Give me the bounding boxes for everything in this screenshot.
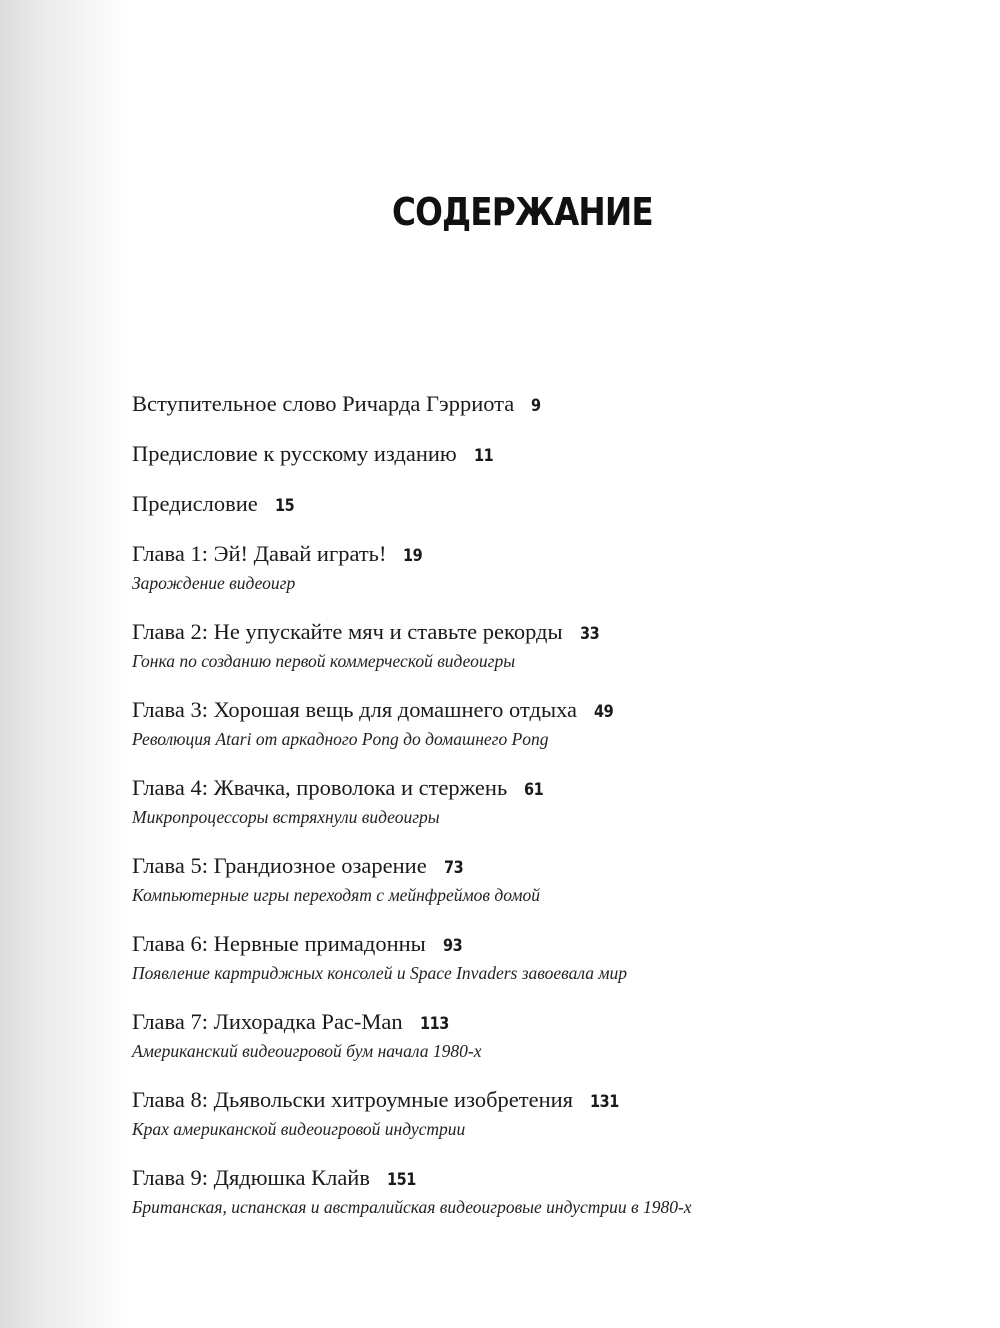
toc-entry-preface[interactable] [132, 486, 932, 522]
toc-entry-chapter-3[interactable] [132, 692, 932, 750]
page-title: СОДЕРЖАНИЕ [391, 190, 653, 234]
toc-entry-page: 61 [524, 780, 544, 800]
toc-entry-chapter-6[interactable] [132, 926, 932, 984]
toc-entry-title: Глава 5: Грандиозное озарение [132, 853, 427, 878]
toc-entry-page: 9 [531, 396, 541, 416]
toc-entry-chapter-7[interactable] [132, 1004, 932, 1062]
toc-entry-title: Глава 1: Эй! Давай играть! [132, 541, 387, 566]
toc-entry-subtitle: Компьютерные игры переходят с мейнфреймов домой [132, 885, 540, 905]
toc-entry-page: 11 [473, 446, 494, 466]
toc-entry-title: Глава 7: Лихорадка Pac-Man [132, 1009, 403, 1034]
toc-entry-subtitle: Гонка по созданию первой коммерческой видеоигры [132, 651, 516, 671]
toc-entry-chapter-5[interactable] [132, 848, 932, 906]
toc-entry-title: Предисловие [132, 491, 258, 516]
toc-entry-subtitle: Появление картриджных консолей и Space Invaders завоевала мир [132, 963, 628, 983]
toc-entry-subtitle: Американский видеоигровой бум начала 1980-х [132, 1041, 482, 1061]
toc-entry-page: 19 [403, 546, 423, 566]
toc-entry-title: Глава 9: Дядюшка Клайв [132, 1165, 370, 1190]
toc-entry-page: 49 [594, 702, 614, 722]
toc-entry-title: Глава 6: Нервные примадонны [132, 931, 426, 956]
table-of-contents [132, 386, 932, 1218]
toc-entry-chapter-4[interactable] [132, 770, 932, 828]
toc-entry-subtitle: Зарождение видеоигр [132, 573, 296, 593]
toc-entry-preface-russian[interactable] [132, 436, 932, 472]
toc-entry-title: Глава 3: Хорошая вещь для домашнего отдыха [132, 697, 578, 722]
toc-entry-title: Предисловие к русскому изданию [132, 441, 457, 466]
toc-entry-foreword-garriott[interactable] [132, 386, 932, 422]
toc-entry-subtitle: Крах американской видеоигровой индустрии [132, 1119, 466, 1139]
toc-entry-page: 151 [386, 1170, 416, 1190]
toc-entry-subtitle: Микропроцессоры встряхнули видеоигры [132, 807, 440, 827]
toc-entry-title: Глава 2: Не упускайте мяч и ставьте рекорды [132, 619, 563, 644]
toc-entry-page: 73 [443, 858, 463, 878]
toc-entry-title: Вступительное слово Ричарда Гэрриота [132, 391, 515, 416]
toc-entry-subtitle: Британская, испанская и австралийская видеоигровые индустрии в 1980-х [132, 1197, 692, 1217]
toc-entry-page: 93 [442, 936, 463, 956]
toc-entry-page: 113 [419, 1014, 449, 1034]
toc-entry-page: 33 [579, 624, 599, 644]
toc-entry-chapter-9[interactable] [132, 1160, 932, 1218]
toc-entry-subtitle: Революция Atari от аркадного Pong до домашнего Pong [132, 729, 549, 749]
toc-entry-chapter-8[interactable] [132, 1082, 932, 1140]
toc-entry-page: 131 [590, 1092, 619, 1112]
toc-entry-title: Глава 4: Жвачка, проволока и стержень [132, 775, 508, 800]
toc-entry-title: Глава 8: Дьявольски хитроумные изобретения [132, 1087, 574, 1112]
toc-entry-chapter-2[interactable] [132, 614, 932, 672]
toc-entry-page: 15 [274, 496, 295, 516]
toc-entry-chapter-1[interactable] [132, 536, 932, 594]
